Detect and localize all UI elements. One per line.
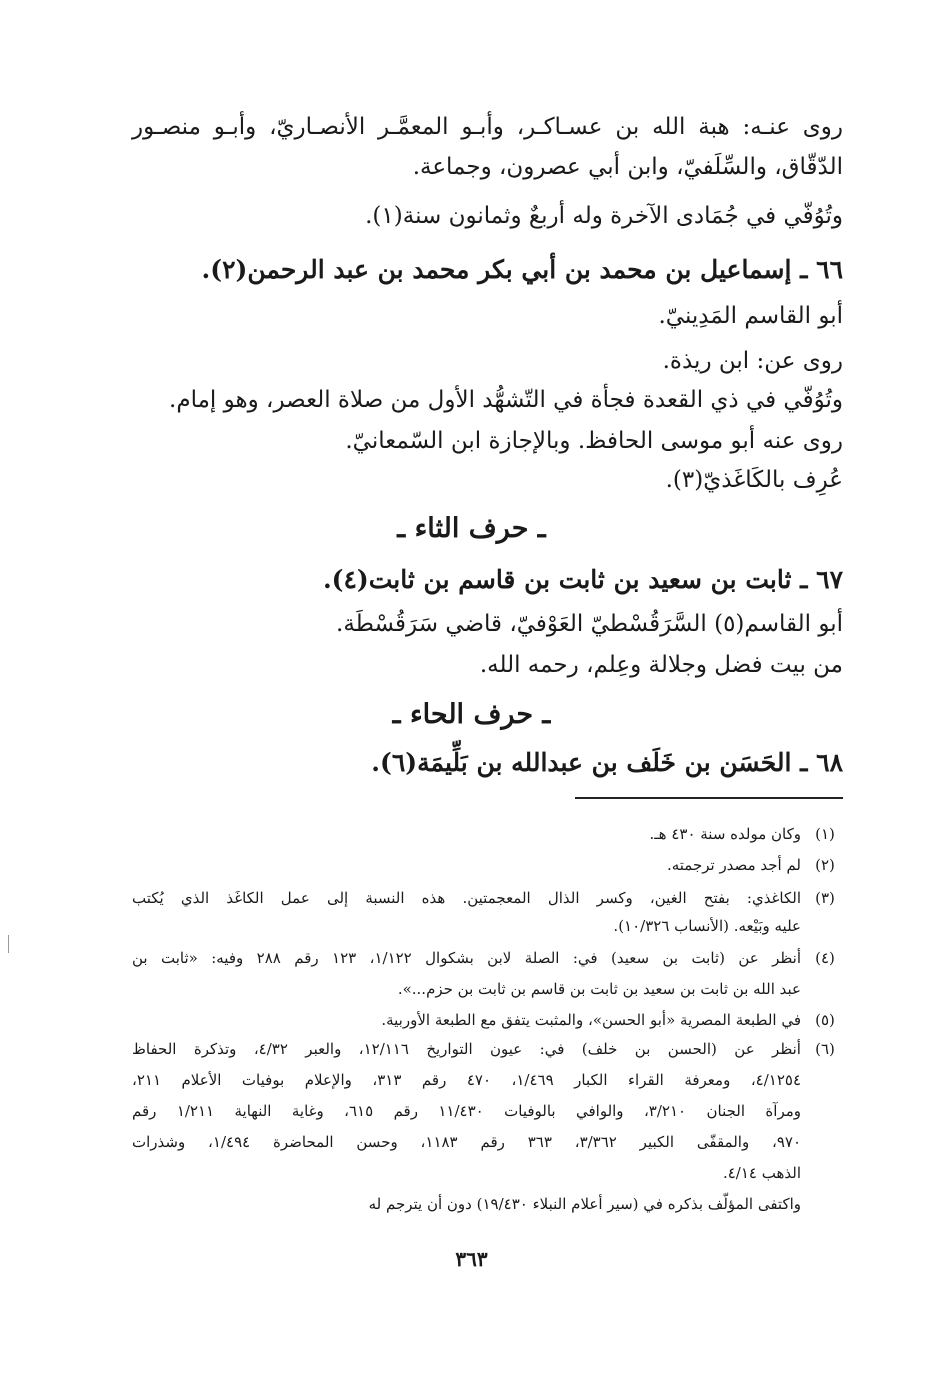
body-line: من بيت فضل وجلالة وعِلم، رحمه الله.: [479, 652, 843, 678]
section-heading: ـ حرف الثاء ـ: [397, 513, 546, 544]
footnote-number: (٥): [815, 1011, 835, 1029]
footnote-text: الذهب ٤/١٤.: [722, 1164, 801, 1182]
margin-mark: [8, 935, 9, 953]
body-line: الدّقّاق، والسِّلَفيّ، وابن أبي عصرون، وجماعة.: [412, 154, 843, 180]
body-line: عُرِف بالكَاغَذيّ(٣).: [665, 467, 843, 493]
footnote-text: عبد الله بن ثابت بن سعيد بن ثابت بن قاسم بن ثابت بن حزم...».: [397, 980, 801, 998]
footnote-number: (٢): [815, 856, 835, 874]
footnote-number: (٤): [815, 949, 835, 967]
section-heading: ـ حرف الحاء ـ: [392, 699, 551, 730]
footnote-number: (٣): [815, 889, 835, 907]
footnote-text: لم أجد مصدر ترجمته.: [666, 856, 801, 874]
footnote-text: واكتفى المؤلّف بذكره في (سير أعلام النبلاء ١٩/٤٣٠) دون أن يترجم له: [368, 1195, 801, 1213]
body-line: روى عن: ابن ريذة.: [662, 348, 843, 374]
footnote-text: أنظر عن (ثابت بن سعيد) في: الصلة لابن بشكوال ١/١٢٢، ١٢٣ رقم ٢٨٨ وفيه: «ثابت بن: [132, 949, 802, 967]
footnote-text: في الطبعة المصرية «أبو الحسن»، والمثبت يتفق مع الطبعة الأوربية.: [381, 1011, 801, 1029]
entry-title: ٦٧ ـ ثابت بن سعيد بن ثابت بن قاسم بن ثابت(٤).: [322, 565, 843, 594]
entry-title: ٦٦ ـ إسماعيل بن محمد بن أبي بكر محمد بن عبد الرحمن(٢).: [201, 255, 843, 284]
body-line: روى عنـه: هبة الله بن عسـاكـر، وأبـو المعمَّـر الأنصـاريّ، وأبـو منصـور: [132, 114, 843, 140]
footnote-text: وكان مولده سنة ٤٣٠ هـ.: [649, 825, 801, 843]
body-line: أبو القاسم(٥) السَّرَقُسْطيّ العَوْفيّ، قاضي سَرَقُسْطَة.: [336, 611, 843, 637]
body-line: أبو القاسم المَدِينيّ.: [658, 303, 843, 329]
footnote-number: (١): [815, 825, 835, 843]
body-line: وتُوُفّي في جُمَادى الآخرة وله أربعٌ وثمانون سنة(١).: [365, 203, 843, 229]
body-line: روى عنه أبو موسى الحافظ. وبالإجازة ابن السّمعانيّ.: [345, 428, 843, 454]
entry-title: ٦٨ ـ الحَسَن بن خَلَف بن عبدالله بن بَلِّيمَة(٦).: [371, 748, 843, 777]
body-line: وتُوُفّي في ذي القعدة فجأة في التّشهُّد الأول من صلاة العصر، وهو إمام.: [169, 387, 843, 413]
footnote-text: ٤/١٢٥٤، ومعرفة القراء الكبار ١/٤٦٩، ٤٧٠ رقم ٣١٣، والإعلام بوفيات الأعلام ٢١١،: [132, 1071, 802, 1089]
footnote-text: الكاغذي: بفتح الغين، وكسر الذال المعجمتين. هذه النسبة إلى عمل الكاغَذ الذي يُكتب: [132, 889, 801, 907]
footnote-separator: [575, 797, 843, 799]
page-number: ٣٦٣: [455, 1247, 488, 1271]
footnote-text: ومرآة الجنان ٣/٢١٠، والوافي بالوفيات ١١/٤٣٠ رقم ٦١٥، وغاية النهاية ١/٢١١ رقم: [132, 1102, 801, 1120]
footnote-text: عليه وبَيْعه. (الأنساب ١٠/٣٢٦).: [613, 917, 801, 935]
footnote-text: ٩٧٠، والمقفّى الكبير ٣/٣٦٢، ٣٦٣ رقم ١١٨٣، وحسن المحاضرة ١/٤٩٤، وشذرات: [132, 1133, 802, 1151]
footnote-text: أنظر عن (الحسن بن خلف) في: عيون التواريخ ١٢/١١٦، والعبر ٤/٣٢، وتذكرة الحفاظ: [132, 1040, 801, 1058]
footnote-number: (٦): [815, 1040, 835, 1058]
